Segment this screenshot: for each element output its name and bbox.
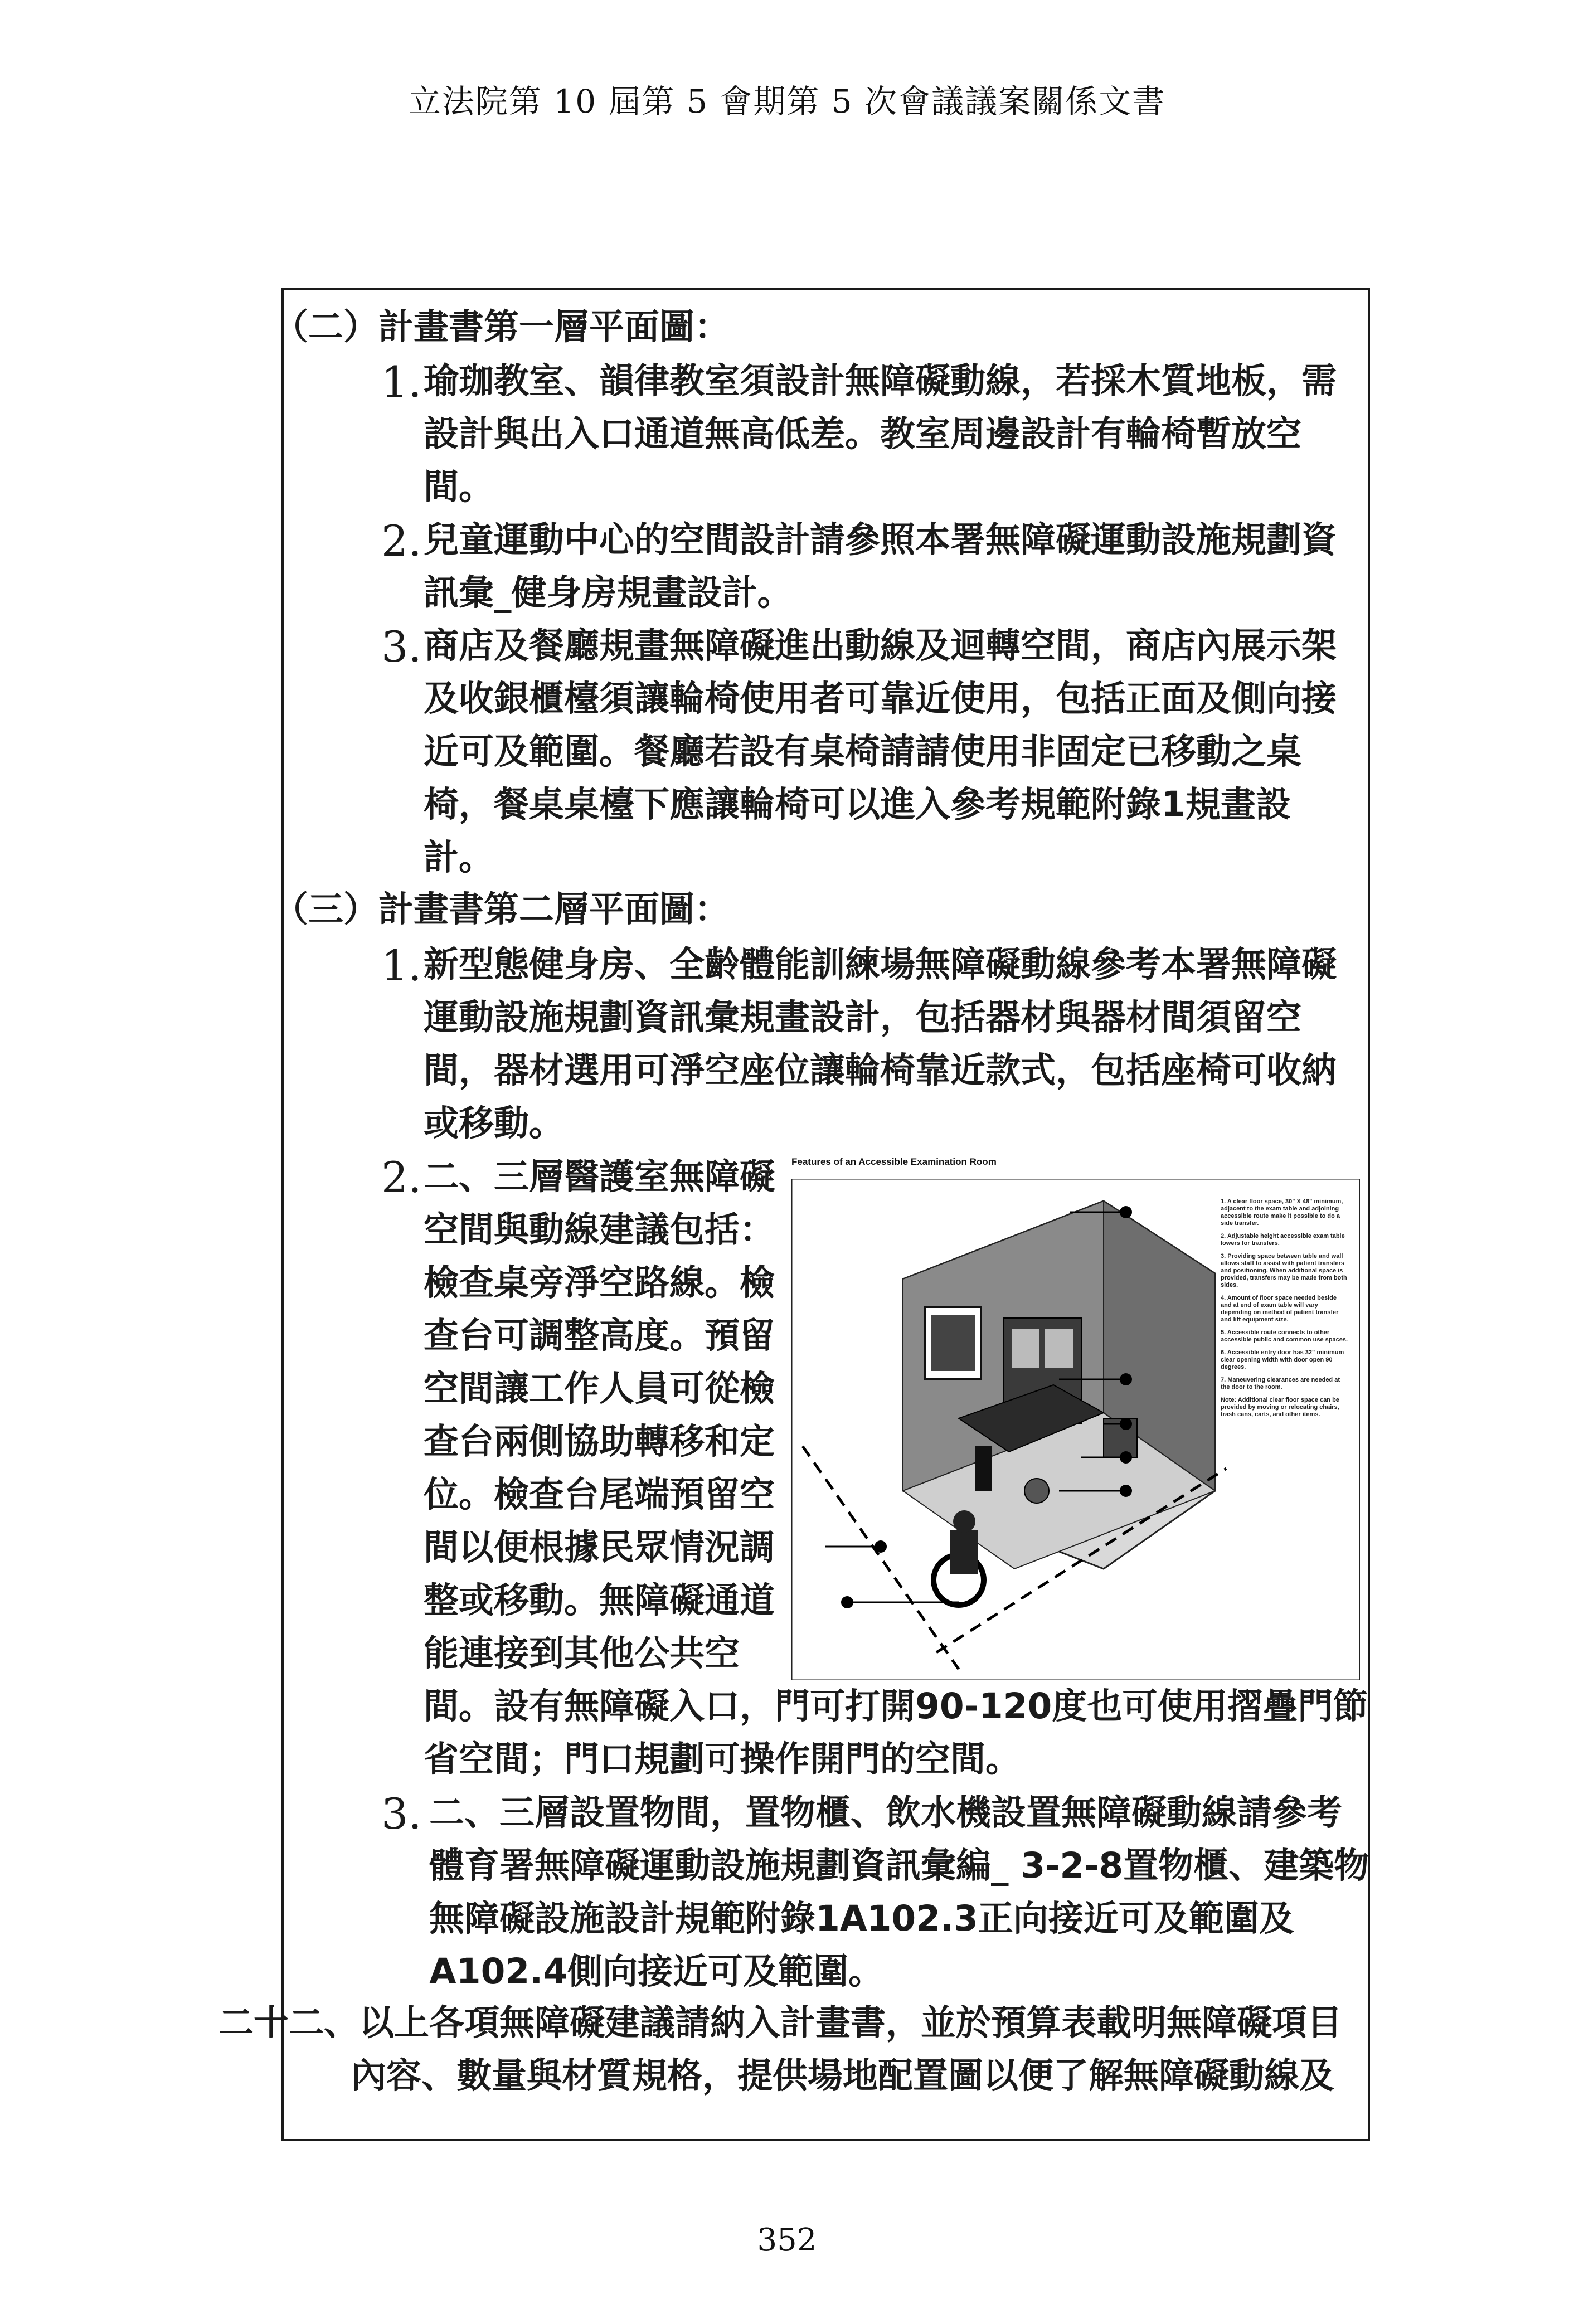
- poster-image: [931, 1315, 975, 1371]
- s2-item1-line3: 間。: [424, 466, 494, 507]
- s3-item3-line1: 二、三層設置物間，置物櫃、飲水機設置無障礙動線請參考: [429, 1792, 1342, 1833]
- figure-note-1: 1. A clear floor space, 30" X 48" minimum, adjacent to the exam table and adjoining accessible route make it possible to do a side transfer.: [1221, 1198, 1343, 1227]
- s3-item2-line6: 查台兩側協助轉移和定: [424, 1421, 775, 1462]
- s2-item1-line1: 瑜珈教室、韻律教室須設計無障礙動線，若採木質地板，需: [424, 361, 1337, 401]
- s2-item3-line2: 及收銀櫃檯須讓輪椅使用者可靠近使用，包括正面及側向接: [424, 678, 1337, 719]
- s3-item2-line8: 間以便根據民眾情況調: [424, 1527, 775, 1568]
- s2-item1-num: 1.: [381, 357, 422, 407]
- item22-line1: 二十二、以上各項無障礙建議請納入計畫書，並於預算表載明無障礙項目: [218, 2002, 1342, 2043]
- s3-item3-line4: A102.4側向接近可及範圍。: [429, 1951, 884, 1992]
- cabinet-door-right: [1045, 1329, 1073, 1368]
- figure-note-5: 5. Accessible route connects to other accessible public and common use spaces.: [1221, 1329, 1348, 1343]
- callout-dot-2: [1120, 1373, 1132, 1385]
- figure-note-3: 3. Providing space between table and wall allows staff to assist with patient transfers and positioning. When additional space is provided, transfers may be made from both sides.: [1221, 1253, 1347, 1289]
- exam-table-leg: [975, 1446, 992, 1491]
- s3-item1-line2: 運動設施規劃資訊彙規畫設計，包括器材與器材間須留空: [424, 997, 1301, 1038]
- section-2-title: （二）計畫書第一層平面圖：: [273, 307, 730, 347]
- page-number: 352: [757, 2222, 817, 2258]
- s2-item3-line5: 計。: [424, 837, 494, 878]
- callout-dot-7: [841, 1596, 853, 1608]
- document-header: 立法院第 10 屆第 5 會期第 5 次會議議案關係文書: [408, 82, 1166, 120]
- s2-item2-line1: 兒童運動中心的空間設計請參照本署無障礙運動設施規劃資: [424, 519, 1337, 560]
- s3-item3-line3: 無障礙設施設計規範附錄1A102.3正向接近可及範圍及: [429, 1898, 1294, 1939]
- item22-line2: 內容、數量與材質規格，提供場地配置圖以便了解無障礙動線及: [351, 2055, 1334, 2096]
- figure-note-7: 7. Maneuvering clearances are needed at the door to the room.: [1221, 1377, 1340, 1390]
- callout-dot-4: [1120, 1451, 1132, 1464]
- callout-dot-6: [875, 1540, 887, 1553]
- s3-item1-line3: 間，器材選用可淨空座位讓輪椅靠近款式，包括座椅可收納: [424, 1050, 1337, 1091]
- s2-item2-num: 2.: [381, 516, 422, 566]
- figure-note-6: 6. Accessible entry door has 32" minimum clear opening width with door open 90 degrees.: [1221, 1349, 1344, 1370]
- s3-item3-line2: 體育署無障礙運動設施規劃資訊彙編_ 3-2-8置物櫃、建築物: [429, 1845, 1369, 1886]
- s3-item1-num: 1.: [381, 941, 422, 990]
- callout-dot-3: [1120, 1418, 1132, 1430]
- s3-item2-line2: 空間與動線建議包括：: [424, 1209, 775, 1250]
- figure-caption: Features of an Accessible Examination Room: [791, 1156, 997, 1167]
- s3-item2-line9: 整或移動。無障礙通道: [424, 1580, 775, 1621]
- s3-item2-line11: 間。設有無障礙入口，門可打開90-120度也可使用摺疊門節: [424, 1686, 1368, 1727]
- s2-item3-num: 3.: [381, 622, 422, 672]
- figure-note-2: 2. Adjustable height accessible exam table lowers for transfers.: [1221, 1233, 1345, 1247]
- s2-item2-line2: 訊彙_健身房規畫設計。: [424, 572, 793, 613]
- s3-item2-line3: 檢查桌旁淨空路線。檢: [424, 1262, 775, 1303]
- s3-item1-line1: 新型態健身房、全齡體能訓練場無障礙動線參考本署無障礙: [424, 944, 1337, 985]
- s2-item3-line3: 近可及範圍。餐廳若設有桌椅請請使用非固定已移動之桌: [424, 731, 1301, 772]
- s2-item1-line2: 設計與出入口通道無高低差。教室周邊設計有輪椅暫放空: [424, 414, 1301, 454]
- cabinet-door-left: [1012, 1329, 1039, 1368]
- wheelchair-user: [950, 1530, 978, 1574]
- stool: [1024, 1479, 1049, 1503]
- s3-item3-num: 3.: [381, 1789, 422, 1839]
- figure-note-4: 4. Amount of floor space needed beside and at end of exam table will vary depending on method of patient transfer and lift equipment size.: [1221, 1295, 1339, 1323]
- wheelchair-user-head: [953, 1510, 975, 1533]
- callout-dot-5: [1120, 1485, 1132, 1497]
- s3-item2-line4: 查台可調整高度。預留: [424, 1315, 775, 1356]
- s3-item2-line12: 省空間；門口規劃可操作開門的空間。: [424, 1739, 1021, 1780]
- s3-item2-num: 2.: [381, 1153, 422, 1202]
- s3-item2-line10: 能連接到其他公共空: [424, 1633, 740, 1674]
- s3-item2-line5: 空間讓工作人員可從檢: [424, 1368, 775, 1409]
- figure-note-extra: Note: Additional clear floor space can be provided by moving or relocating chairs, trash cans, carts, and other items.: [1221, 1397, 1339, 1418]
- s3-item2-line7: 位。檢查台尾端預留空: [424, 1474, 775, 1515]
- s2-item3-line4: 椅，餐桌桌檯下應讓輪椅可以進入參考規範附錄1規畫設: [424, 784, 1291, 825]
- callout-dot-1: [1120, 1206, 1132, 1218]
- s3-item1-line4: 或移動。: [424, 1103, 564, 1144]
- section-3-title: （三）計畫書第二層平面圖：: [273, 889, 730, 930]
- s2-item3-line1: 商店及餐廳規畫無障礙進出動線及迴轉空間，商店內展示架: [424, 625, 1337, 666]
- figure-notes: [1221, 1198, 1349, 1424]
- s3-item2-line1: 二、三層醫護室無障礙: [424, 1156, 775, 1197]
